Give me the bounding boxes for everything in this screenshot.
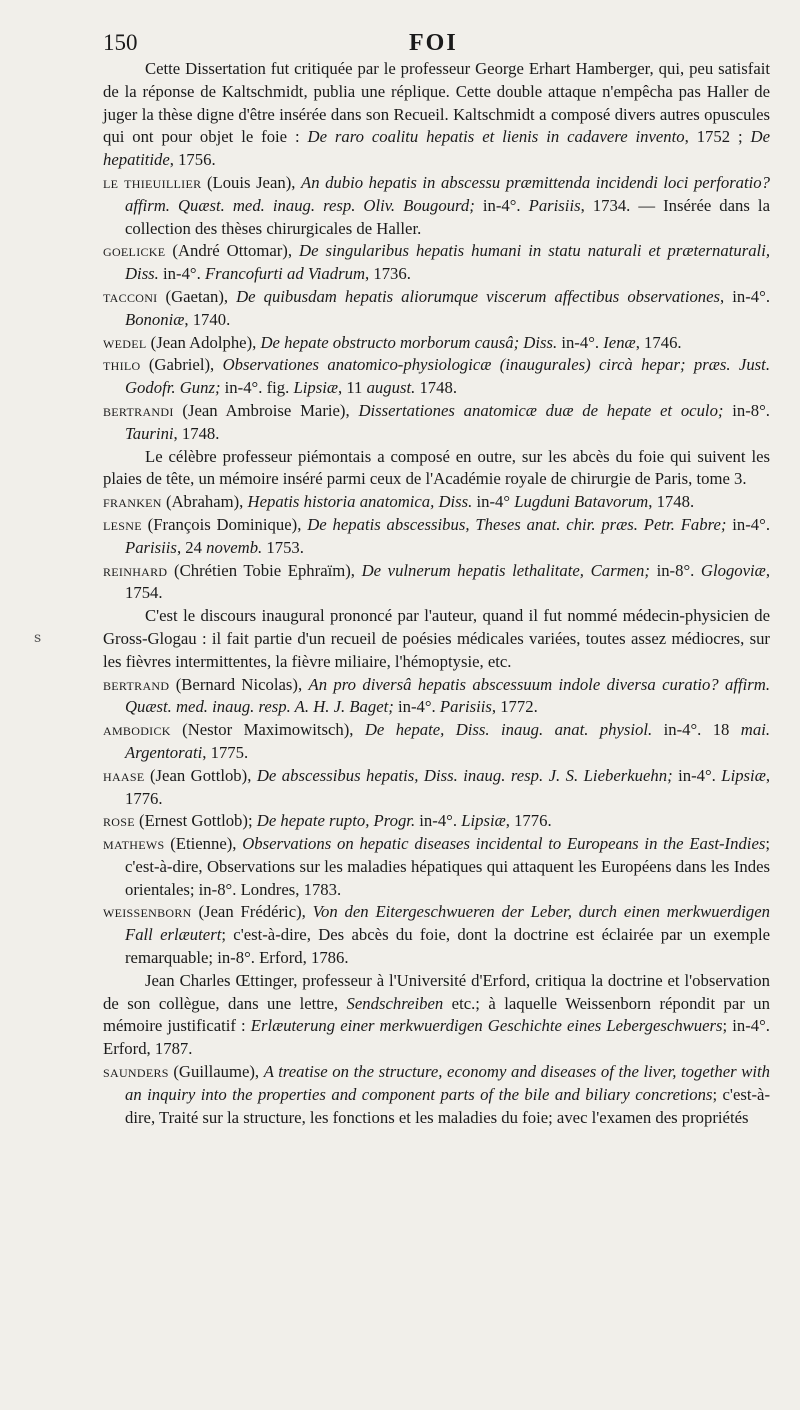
work-title: Erlæuterung einer merkwuerdigen Geschichte eines Lebergeschwuers: [250, 1016, 723, 1036]
entry-rest: ; c'est-à-dire, Traité sur la structure, les fonctions et les maladies du foie; avec l'examen des propriétés: [125, 1084, 771, 1127]
entry-place: Lipsiæ: [461, 811, 506, 831]
entry-given-name: (Etienne),: [164, 834, 243, 854]
entry-author: thilo: [103, 355, 141, 375]
bibliography-entry-mathews: [103, 833, 770, 901]
bibliography-entry-tacconi: [103, 286, 770, 332]
bibliography-entry-goelicke: [103, 240, 770, 286]
entry-place: Bononiæ: [125, 309, 185, 329]
entry-given-name: (Gaetan),: [157, 286, 237, 306]
entry-date: mai.: [740, 720, 770, 740]
entry-rest: , 1740.: [184, 309, 231, 329]
work-title: De raro coalitu hepatis et lienis in cadavere invento: [307, 127, 685, 147]
entry-year: 1753.: [262, 537, 304, 557]
entry-place: Francofurti ad Viadrum: [204, 264, 366, 284]
entry-rest: , 1772.: [491, 697, 538, 717]
bibliography-entry-haase: [103, 765, 770, 811]
paragraph-text: , 1752 ;: [684, 127, 751, 147]
entry-given-name: (Jean Adolphe),: [146, 332, 261, 352]
entry-given-name: (Jean Ambroise Marie),: [173, 400, 359, 420]
paragraph-text: Jean Charles Œttinger, professeur à l'Université d'Erford, critiqua la doctrine et l'observation de son collègue, dans une lettre,: [103, 970, 770, 1013]
entry-title: Hepatis historia anatomica, Diss.: [247, 492, 473, 512]
entry-place: Parisiis: [528, 195, 581, 215]
entry-given-name: (François Dominique),: [141, 514, 308, 534]
entry-rest: , 1775.: [202, 742, 249, 762]
entry-format: in-4°.: [726, 514, 770, 534]
entry-format: in-4°.: [158, 264, 205, 284]
entry-given-name: (Jean Gottlob),: [144, 765, 257, 785]
entry-format: in-4°: [472, 492, 515, 512]
entry-format: in-8°.: [649, 560, 701, 580]
entry-place: Lipsiæ: [721, 765, 766, 785]
entry-given-name: (Louis Jean),: [201, 172, 301, 192]
entry-title: De hepate, Diss. inaug. anat. physiol.: [364, 720, 653, 740]
entry-author: saunders: [103, 1062, 169, 1082]
paragraph-bertrandi-note: Le célèbre professeur piémontais a composé en outre, sur les abcès du foie qui suivent les plaies de tête, un mémoire inséré parmi ceux de l'Académie royale de chirurgie de Paris, tome 3.: [103, 446, 770, 489]
entry-format: in-4°.: [557, 332, 604, 352]
entry-author: haase: [103, 765, 145, 785]
page-header: [103, 30, 770, 60]
entry-title: An pro diversâ hepatis abscessuum indole diversa curatio? affirm. Quæst. med. inaug. resp. A. H. J. Baget;: [125, 674, 770, 717]
entry-author: weissenborn: [103, 902, 192, 922]
bibliography-entry-weissenborn: [103, 901, 770, 969]
entry-place: Parisiis: [125, 537, 177, 557]
running-head: FOI: [409, 30, 458, 56]
entry-given-name: (Bernard Nicolas),: [169, 674, 309, 694]
bibliography-entry-ambodick: [103, 719, 770, 765]
entry-author: lesne: [103, 514, 142, 534]
entry-place: Taurini: [125, 423, 174, 443]
entry-title: Von den Eitergeschwueren der Leber, durch einen merkwuerdigen Fall erlæutert: [125, 902, 770, 945]
entry-format: in-4°. 18: [652, 720, 741, 740]
entry-title: De hepate obstructo morborum causâ; Diss.: [260, 332, 558, 352]
entry-format: in-4°.: [672, 765, 722, 785]
entry-title: De quibusdam hepatis aliorumque viscerum affectibus observationes: [236, 286, 721, 306]
paragraph-text: ; in-4°. Erford, 1787.: [103, 1016, 770, 1059]
entry-rest: , 24: [176, 537, 207, 557]
paragraph-oettinger: [103, 970, 770, 1061]
entry-format: in-4°. fig.: [220, 378, 294, 398]
entry-given-name: (Guillaume),: [168, 1062, 264, 1082]
paragraph-hamberger: [103, 58, 770, 172]
entry-rest: ; c'est-à-dire, Observations sur les maladies hépatiques qui attaquent les Européens dans les Indes orientales; in-8°. Londres, 1783.: [125, 834, 770, 899]
work-title: Sendschreiben: [346, 993, 444, 1013]
entry-title: Observationes anatomico-physiologicæ (inaugurales) circà hepar; præs. Just. Godofr. Gunz;: [125, 355, 770, 398]
bibliography-entry-le-thieuillier: [103, 172, 770, 240]
entry-author: wedel: [103, 332, 147, 352]
entry-rest: , 1776.: [505, 811, 552, 831]
paragraph-reinhard-note: C'est le discours inaugural prononcé par l'auteur, quand il fut nommé médecin-physicien de Gross-Glogau : il fait partie d'un recueil de poésies médicales variées, toutes assez médiocres, sur les fièvres intermittentes, la fièvre miliaire, l'hémoptysie, etc.: [103, 606, 770, 671]
entry-title: De hepatis abscessibus, Theses anat. chir. præs. Petr. Fabre;: [307, 514, 727, 534]
bibliography-entry-thilo: [103, 354, 770, 400]
paragraph-text: etc.; à laquelle Weissenborn répondit par un mémoire justificatif :: [103, 993, 770, 1036]
paragraph-text: Cette Dissertation fut critiquée par le professeur George Erhart Hamberger, qui, peu satisfait de la réponse de Kaltschmidt, publia une réplique. Cette double attaque n'empêcha pas Haller de juger la thèse digne d'être insérée dans son Recueil. Kaltschmidt a composé divers autres opuscules qui ont pour objet le foie :: [103, 59, 770, 147]
bibliography-entry-franken: [103, 491, 770, 514]
entry-rest: , 1776.: [125, 765, 770, 808]
bibliography-entry-wedel: [103, 332, 770, 355]
entry-format: in-8°.: [723, 400, 770, 420]
bibliography-entry-lesne: [103, 514, 770, 560]
margin-mark: s: [34, 630, 42, 646]
entry-given-name: (Gabriel),: [140, 355, 223, 375]
bibliography-entry-saunders: [103, 1061, 770, 1129]
entry-place: Ienæ: [603, 332, 636, 352]
entry-place: Argentorati: [125, 742, 203, 762]
entry-rest: , 1736.: [365, 264, 411, 284]
entry-title: De abscessibus hepatis, Diss. inaug. resp. J. S. Lieberkuehn;: [256, 765, 673, 785]
entry-given-name: (Abraham),: [161, 492, 248, 512]
work-title: De hepatitide: [103, 127, 770, 170]
entry-rest: , 1746.: [635, 332, 682, 352]
bibliography-entry-bertrand: [103, 674, 770, 720]
entry-given-name: (André Ottomar),: [165, 241, 300, 261]
entry-author: reinhard: [103, 560, 168, 580]
paragraph-text: , 1756.: [169, 150, 216, 170]
entry-rest: , 1754.: [125, 560, 770, 603]
entry-format: , in-4°.: [720, 286, 770, 306]
entry-author: bertrandi: [103, 400, 174, 420]
entry-place: Glogoviæ: [700, 560, 766, 580]
entry-title: An dubio hepatis in abscessu præmittenda incidendi loci perforatio? affirm. Quæst. med. inaug. resp. Oliv. Bougourd;: [125, 172, 770, 215]
entry-title: Dissertationes anatomicæ duæ de hepate et oculo;: [358, 400, 724, 420]
page-body: [103, 58, 770, 1129]
entry-rest: , 11: [337, 378, 367, 398]
entry-title: A treatise on the structure, economy and diseases of the liver, together with an inquiry into the properties and component parts of the bile and biliary concretions: [125, 1062, 770, 1104]
entry-rest: , 1734. — Insérée dans la collection des thèses chirurgicales de Haller.: [125, 195, 770, 238]
entry-author: bertrand: [103, 674, 170, 694]
entry-rest: , 1748.: [648, 492, 695, 512]
entry-title: De singularibus hepatis humani in statu naturali et præternaturali, Diss.: [125, 241, 771, 284]
entry-given-name: (Chrétien Tobie Ephraïm),: [167, 560, 362, 580]
entry-given-name: (Nestor Maximowitsch),: [170, 720, 365, 740]
entry-title: De hepate rupto, Progr.: [256, 811, 416, 831]
page-number: 150: [103, 30, 138, 55]
entry-given-name: (Jean Frédéric),: [191, 902, 313, 922]
entry-format: in-4°.: [393, 697, 440, 717]
entry-author: mathews: [103, 834, 165, 854]
bibliography-entry-reinhard: [103, 560, 770, 606]
entry-given-name: (Ernest Gottlob);: [134, 811, 257, 831]
entry-date: august.: [366, 378, 416, 398]
entry-format: in-4°.: [415, 811, 462, 831]
entry-place: Lugduni Batavorum: [514, 492, 649, 512]
entry-year: 1748.: [415, 378, 457, 398]
entry-author: franken: [103, 492, 162, 512]
entry-author: ambodick: [103, 720, 171, 740]
entry-date: novemb.: [206, 537, 263, 557]
entry-format: in-4°.: [474, 195, 529, 215]
entry-author: goelicke: [103, 241, 166, 261]
entry-author: rose: [103, 811, 135, 831]
entry-place: Parisiis: [439, 697, 492, 717]
entry-title: De vulnerum hepatis lethalitate, Carmen;: [361, 560, 650, 580]
bibliography-entry-bertrandi: [103, 400, 770, 446]
entry-author: le thieuillier: [103, 172, 202, 192]
entry-rest: ; c'est-à-dire, Des abcès du foie, dont la doctrine est éclairée par un exemple remarquable; in-8°. Erford, 1786.: [125, 925, 770, 968]
entry-rest: , 1748.: [173, 423, 220, 443]
bibliography-entry-rose: [103, 810, 770, 833]
entry-title: Observations on hepatic diseases incidental to Europeans in the East-Indies: [242, 834, 766, 854]
entry-author: tacconi: [103, 286, 158, 306]
entry-place: Lipsiæ: [293, 378, 338, 398]
